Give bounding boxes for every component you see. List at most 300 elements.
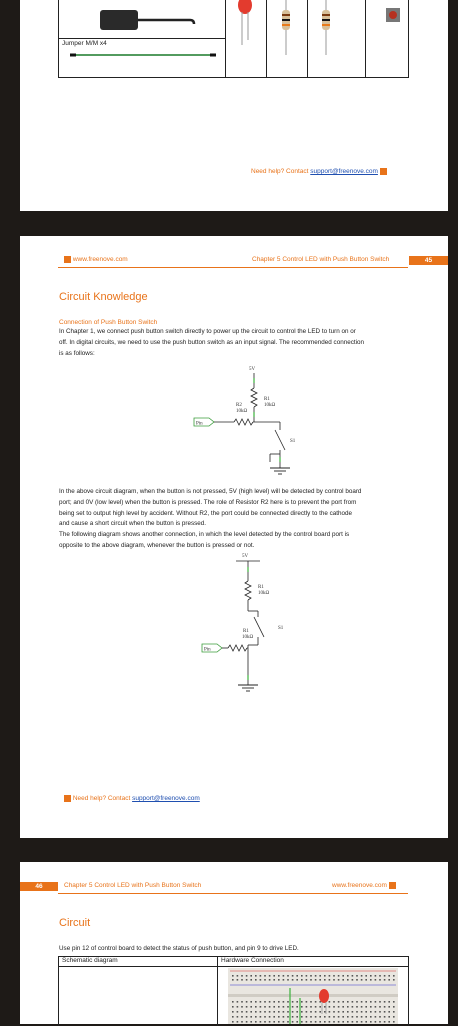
breadboard-hole <box>319 1016 321 1018</box>
text-line: off. In digital circuits, we need to use the push button switch as an input signal. The recommended connection <box>59 338 364 346</box>
breadboard-hole <box>375 1001 377 1003</box>
page-44-bottom <box>20 0 448 211</box>
led-icon <box>238 0 252 14</box>
breadboard-hole <box>260 1021 262 1023</box>
breadboard-hole <box>260 975 262 977</box>
breadboard-hole <box>361 975 363 977</box>
breadboard-hole <box>237 1016 239 1018</box>
breadboard-hole <box>306 975 308 977</box>
breadboard-hole <box>301 1021 303 1023</box>
breadboard-hole <box>306 1006 308 1008</box>
breadboard-hole <box>379 1021 381 1023</box>
chapter-header: Chapter 5 Control LED with Push Button Switch <box>64 882 202 889</box>
breadboard-hole <box>255 975 257 977</box>
breadboard-hole <box>370 1021 372 1023</box>
breadboard-hole <box>347 1011 349 1013</box>
table-border <box>408 0 409 78</box>
breadboard-hole <box>310 1021 312 1023</box>
r1-value: 10kΩ <box>258 591 270 596</box>
s1-label: S1 <box>290 439 296 444</box>
breadboard-hole <box>338 1016 340 1018</box>
breadboard-hole <box>324 1011 326 1013</box>
breadboard-hole <box>250 1011 252 1013</box>
breadboard-hole <box>301 1016 303 1018</box>
breadboard-hole <box>260 1001 262 1003</box>
breadboard-hole <box>287 1021 289 1023</box>
breadboard-hole <box>347 979 349 981</box>
breadboard-hole <box>255 979 257 981</box>
breadboard-hole <box>338 1001 340 1003</box>
circuit-description: Use pin 12 of control board to detect the status of push button, and pin 9 to drive LED. <box>59 945 299 952</box>
breadboard-hole <box>347 1001 349 1003</box>
breadboard-hole <box>333 1001 335 1003</box>
breadboard-hole <box>361 1001 363 1003</box>
breadboard-hole <box>246 1001 248 1003</box>
text-line: opposite to the above diagram, whenever the button is pressed or not. <box>59 541 255 549</box>
breadboard-hole <box>333 975 335 977</box>
breadboard-hole <box>310 1006 312 1008</box>
breadboard-hole <box>269 1016 271 1018</box>
breadboard-hole <box>342 1016 344 1018</box>
breadboard-hole <box>356 1021 358 1023</box>
breadboard-hole <box>287 1001 289 1003</box>
breadboard-hole <box>301 975 303 977</box>
breadboard-hole <box>232 1021 234 1023</box>
r2-value: 10kΩ <box>242 635 254 640</box>
breadboard-hole <box>365 1016 367 1018</box>
support-email-link[interactable]: support@freenove.com <box>310 168 378 176</box>
text-line: port; and 0V (low level) when the button is pressed. The role of Resistor R2 here is to prevent the port from <box>59 498 357 506</box>
breadboard-hole <box>260 1016 262 1018</box>
breadboard-hole <box>255 1021 257 1023</box>
breadboard-hole <box>319 975 321 977</box>
breadboard-hole <box>315 1016 317 1018</box>
breadboard-hole <box>255 1001 257 1003</box>
help-footer <box>64 795 200 802</box>
breadboard-hole <box>255 1011 257 1013</box>
page-46-top <box>20 862 448 1024</box>
breadboard-hole <box>356 1016 358 1018</box>
help-text: Need help? Contact <box>72 795 133 803</box>
breadboard-hole <box>241 975 243 977</box>
breadboard-hole <box>260 979 262 981</box>
breadboard-hole <box>379 1011 381 1013</box>
breadboard-hole <box>273 1016 275 1018</box>
breadboard-hole <box>379 1006 381 1008</box>
breadboard-hole <box>246 1021 248 1023</box>
breadboard-hole <box>365 979 367 981</box>
breadboard-hole <box>319 1021 321 1023</box>
breadboard-hole <box>352 979 354 981</box>
breadboard-hole <box>324 975 326 977</box>
text-line: In the above circuit diagram, when the button is not pressed, 5V (high level) will be detected by control board <box>59 488 362 495</box>
col-hardware: Hardware Connection <box>221 957 284 964</box>
breadboard-hole <box>269 1021 271 1023</box>
table-border <box>58 77 409 78</box>
breadboard-hole <box>370 1006 372 1008</box>
breadboard-hole <box>333 1011 335 1013</box>
breadboard-hole <box>375 1011 377 1013</box>
breadboard-hole <box>264 1006 266 1008</box>
breadboard-hole <box>287 979 289 981</box>
header-left <box>64 256 128 263</box>
breadboard-hole <box>310 1016 312 1018</box>
breadboard-hole <box>278 1001 280 1003</box>
breadboard-hole <box>301 979 303 981</box>
breadboard-hole <box>324 1021 326 1023</box>
voltage-label: 5V <box>249 367 256 372</box>
breadboard-hole <box>296 979 298 981</box>
breadboard-hole <box>379 979 381 981</box>
breadboard-hole <box>296 1006 298 1008</box>
breadboard-hole <box>273 1021 275 1023</box>
breadboard-hole <box>352 975 354 977</box>
breadboard-hole <box>393 1021 395 1023</box>
breadboard-hole <box>296 1011 298 1013</box>
breadboard-hole <box>292 1006 294 1008</box>
breadboard-hole <box>241 1006 243 1008</box>
breadboard-hole <box>361 1011 363 1013</box>
breadboard-hole <box>319 1006 321 1008</box>
pin-label: Pin <box>196 421 203 427</box>
breadboard-hole <box>324 979 326 981</box>
breadboard-hole <box>273 1001 275 1003</box>
text-line: The following diagram shows another connection, in which the level detected by the control board port is <box>59 531 350 539</box>
breadboard-hole <box>278 1011 280 1013</box>
paragraph-2 <box>59 487 361 552</box>
breadboard-hole <box>329 975 331 977</box>
switch-s1-symbol <box>254 617 264 637</box>
orange-square-icon <box>380 168 387 175</box>
breadboard-hole <box>356 1006 358 1008</box>
breadboard-hole <box>264 1011 266 1013</box>
breadboard-hole <box>347 975 349 977</box>
breadboard-hole <box>365 1011 367 1013</box>
breadboard-hole <box>296 1001 298 1003</box>
jumper-label: Jumper M/M x4 <box>62 40 107 47</box>
breadboard-hole <box>246 1006 248 1008</box>
breadboard-hole <box>347 1021 349 1023</box>
breadboard-hole <box>388 979 390 981</box>
breadboard-hole <box>250 1021 252 1023</box>
breadboard-hole <box>273 979 275 981</box>
breadboard-hole <box>370 979 372 981</box>
breadboard-hole <box>237 1021 239 1023</box>
breadboard-hole <box>232 979 234 981</box>
breadboard-hole <box>241 1011 243 1013</box>
r1-label: R1 <box>264 397 270 402</box>
breadboard-hole <box>310 979 312 981</box>
parts-illustration <box>60 0 406 76</box>
breadboard-hole <box>269 979 271 981</box>
breadboard-hole <box>273 975 275 977</box>
breadboard-hole <box>352 1021 354 1023</box>
table-border <box>58 966 409 967</box>
breadboard-hole <box>388 975 390 977</box>
breadboard-hole <box>232 1016 234 1018</box>
breadboard-hole <box>246 1011 248 1013</box>
breadboard-hole <box>296 1021 298 1023</box>
section-title: Circuit <box>59 917 91 929</box>
breadboard-hole <box>283 1021 285 1023</box>
breadboard-hole <box>287 1011 289 1013</box>
breadboard-hole <box>361 1016 363 1018</box>
website-link[interactable]: www.freenove.com <box>72 256 128 264</box>
breadboard-hole <box>269 1011 271 1013</box>
breadboard-illustration <box>228 968 398 1024</box>
section-title: Circuit Knowledge <box>59 291 148 303</box>
breadboard-hole <box>292 1016 294 1018</box>
breadboard-hole <box>237 1006 239 1008</box>
breadboard-hole <box>375 1006 377 1008</box>
table-border <box>58 0 59 78</box>
breadboard-hole <box>393 1016 395 1018</box>
breadboard-hole <box>278 1021 280 1023</box>
breadboard-hole <box>296 975 298 977</box>
breadboard-hole <box>329 1001 331 1003</box>
breadboard-hole <box>237 1001 239 1003</box>
breadboard-hole <box>232 1011 234 1013</box>
breadboard-hole <box>250 1006 252 1008</box>
s1-label: S1 <box>278 626 284 631</box>
breadboard-hole <box>342 975 344 977</box>
breadboard-hole <box>393 1001 395 1003</box>
breadboard-hole <box>287 1006 289 1008</box>
breadboard-hole <box>329 1016 331 1018</box>
breadboard-hole <box>269 975 271 977</box>
breadboard-hole <box>273 1011 275 1013</box>
orange-square-icon <box>389 882 396 889</box>
breadboard-hole <box>333 979 335 981</box>
r2-value: 10kΩ <box>236 409 248 414</box>
breadboard-hole <box>338 1021 340 1023</box>
help-text: Need help? Contact <box>251 168 311 176</box>
text-line: In Chapter 1, we connect push button switch directly to power up the circuit to control the LED to turn on or <box>59 328 356 335</box>
breadboard-hole <box>370 1011 372 1013</box>
breadboard-hole <box>278 979 280 981</box>
breadboard-hole <box>342 1021 344 1023</box>
orange-square-icon <box>64 256 71 263</box>
paragraph-1 <box>59 327 364 359</box>
breadboard-hole <box>379 1001 381 1003</box>
voltage-label: 5V <box>242 554 249 559</box>
help-footer <box>251 168 387 175</box>
breadboard-hole <box>273 1006 275 1008</box>
breadboard-hole <box>237 1011 239 1013</box>
text-line: being set to output high level by accident. Without R2, the port could be connected directly to the cathode <box>59 509 352 517</box>
breadboard-hole <box>379 1016 381 1018</box>
orange-square-icon <box>64 795 71 802</box>
breadboard-hole <box>356 1001 358 1003</box>
breadboard-hole <box>283 1016 285 1018</box>
col-schematic: Schematic diagram <box>62 957 118 964</box>
breadboard-hole <box>388 1001 390 1003</box>
breadboard-hole <box>306 979 308 981</box>
breadboard-hole <box>384 1001 386 1003</box>
breadboard-hole <box>342 1006 344 1008</box>
website-link[interactable]: www.freenove.com <box>332 882 387 890</box>
breadboard-hole <box>306 1011 308 1013</box>
breadboard-hole <box>329 1006 331 1008</box>
breadboard-hole <box>361 1006 363 1008</box>
breadboard-hole <box>292 1021 294 1023</box>
breadboard-hole <box>292 979 294 981</box>
breadboard-hole <box>287 975 289 977</box>
breadboard-hole <box>365 975 367 977</box>
breadboard-hole <box>342 1001 344 1003</box>
breadboard-hole <box>384 1011 386 1013</box>
breadboard-hole <box>278 1016 280 1018</box>
pin-label: Pin <box>204 647 211 653</box>
breadboard-hole <box>306 1001 308 1003</box>
breadboard-hole <box>255 1016 257 1018</box>
breadboard-hole <box>384 1021 386 1023</box>
breadboard-hole <box>375 975 377 977</box>
breadboard-hole <box>250 979 252 981</box>
breadboard-hole <box>393 979 395 981</box>
breadboard-hole <box>361 979 363 981</box>
r1-label: R1 <box>258 585 264 590</box>
switch-s1-symbol <box>275 430 285 450</box>
breadboard-hole <box>315 975 317 977</box>
breadboard-hole <box>384 975 386 977</box>
breadboard-hole <box>310 1011 312 1013</box>
breadboard-hole <box>375 1021 377 1023</box>
breadboard-hole <box>283 975 285 977</box>
breadboard-hole <box>283 979 285 981</box>
breadboard-hole <box>356 1011 358 1013</box>
usb-cable-plug-icon <box>100 10 138 30</box>
breadboard-hole <box>296 1016 298 1018</box>
breadboard-hole <box>255 1006 257 1008</box>
breadboard-hole <box>278 975 280 977</box>
text-line: and cause a short circuit when the button is pressed. <box>59 520 207 528</box>
breadboard-hole <box>310 1001 312 1003</box>
breadboard-hole <box>306 1021 308 1023</box>
breadboard-hole <box>393 975 395 977</box>
resistor-r2-symbol <box>234 419 253 425</box>
breadboard-hole <box>342 979 344 981</box>
breadboard-hole <box>283 1006 285 1008</box>
breadboard-hole <box>361 1021 363 1023</box>
breadboard-hole <box>356 975 358 977</box>
breadboard-hole <box>333 1021 335 1023</box>
breadboard-hole <box>338 1006 340 1008</box>
breadboard-hole <box>384 1016 386 1018</box>
resistor-r1-symbol <box>251 388 257 407</box>
breadboard-hole <box>319 979 321 981</box>
subsection-title: Connection of Push Button Switch <box>59 319 158 326</box>
breadboard-hole <box>264 975 266 977</box>
breadboard-hole <box>384 979 386 981</box>
support-email-link[interactable]: support@freenove.com <box>132 795 200 803</box>
breadboard-hole <box>347 1006 349 1008</box>
breadboard-hole <box>306 1016 308 1018</box>
breadboard-hole <box>250 975 252 977</box>
breadboard-hole <box>338 975 340 977</box>
breadboard-hole <box>232 1006 234 1008</box>
r2-label: R1 <box>243 629 249 634</box>
breadboard-hole <box>283 1001 285 1003</box>
breadboard-hole <box>352 1011 354 1013</box>
breadboard-hole <box>301 1001 303 1003</box>
breadboard-hole <box>241 1001 243 1003</box>
resistor-r1-symbol <box>245 581 251 600</box>
breadboard-hole <box>393 1006 395 1008</box>
breadboard-hole <box>352 1006 354 1008</box>
breadboard-hole <box>338 979 340 981</box>
breadboard-hole <box>232 975 234 977</box>
breadboard-hole <box>237 975 239 977</box>
text-line: is as follows: <box>59 349 95 357</box>
resistor-r2-symbol <box>228 645 247 651</box>
breadboard-hole <box>370 1001 372 1003</box>
breadboard-hole <box>370 975 372 977</box>
breadboard-hole <box>393 1011 395 1013</box>
breadboard-hole <box>329 979 331 981</box>
breadboard-hole <box>365 1006 367 1008</box>
breadboard-hole <box>237 979 239 981</box>
circuit-diagram-1 <box>170 364 300 484</box>
usb-cable-wire <box>138 20 194 24</box>
led-icon <box>319 989 329 1003</box>
r1-value: 10kΩ <box>264 403 276 408</box>
page-number: 45 <box>409 256 448 265</box>
breadboard-hole <box>365 1001 367 1003</box>
breadboard-hole <box>269 1006 271 1008</box>
breadboard-hole <box>264 1016 266 1018</box>
breadboard-hole <box>260 1006 262 1008</box>
breadboard-hole <box>264 1001 266 1003</box>
breadboard-hole <box>246 979 248 981</box>
breadboard-hole <box>241 1016 243 1018</box>
breadboard-hole <box>370 1016 372 1018</box>
breadboard-hole <box>241 979 243 981</box>
page-number: 46 <box>20 882 58 891</box>
breadboard-hole <box>379 975 381 977</box>
breadboard-hole <box>388 1016 390 1018</box>
breadboard-hole <box>329 1011 331 1013</box>
breadboard-hole <box>264 1021 266 1023</box>
r2-label: R2 <box>236 403 242 408</box>
breadboard-hole <box>292 1001 294 1003</box>
breadboard-hole <box>319 1011 321 1013</box>
breadboard-hole <box>347 1016 349 1018</box>
header-rule <box>58 893 408 894</box>
breadboard-hole <box>315 1011 317 1013</box>
breadboard-hole <box>375 1016 377 1018</box>
breadboard-hole <box>388 1011 390 1013</box>
page-45 <box>20 236 448 838</box>
breadboard-hole <box>338 1011 340 1013</box>
breadboard-hole <box>250 1001 252 1003</box>
circuit-diagram-2 <box>170 551 300 701</box>
breadboard-hole <box>292 975 294 977</box>
breadboard-hole <box>315 1001 317 1003</box>
breadboard-hole <box>241 1021 243 1023</box>
breadboard-hole <box>315 979 317 981</box>
breadboard-hole <box>315 1006 317 1008</box>
breadboard-hole <box>250 1016 252 1018</box>
breadboard-hole <box>232 1001 234 1003</box>
breadboard-hole <box>384 1006 386 1008</box>
breadboard-hole <box>356 979 358 981</box>
breadboard-hole <box>324 1016 326 1018</box>
breadboard-hole <box>342 1011 344 1013</box>
breadboard-hole <box>365 1021 367 1023</box>
breadboard-hole <box>333 1006 335 1008</box>
breadboard-hole <box>246 975 248 977</box>
